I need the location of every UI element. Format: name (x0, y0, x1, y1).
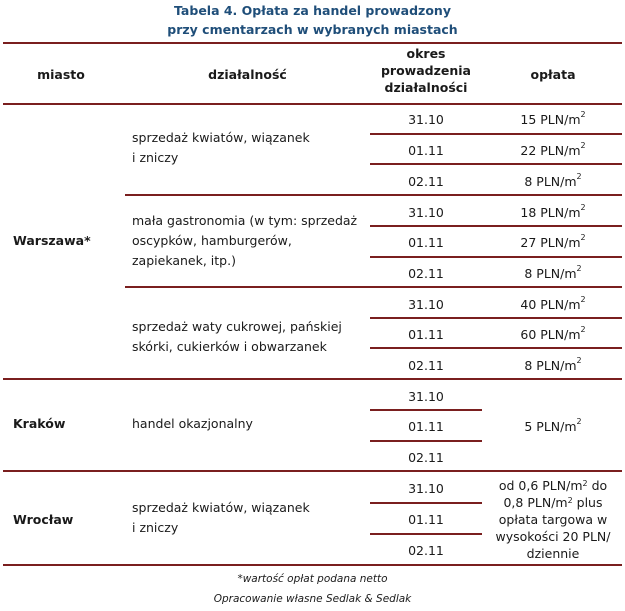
table-title-line2: przy cmentarzach w wybranych miastach (167, 22, 458, 37)
footnote-net: *wartość opłat podana netto (237, 573, 388, 585)
date-cell: 31.10 (408, 389, 444, 404)
activity-line: sprzedaż waty cukrowej, pańskiej (132, 319, 342, 334)
city-rule (3, 378, 622, 380)
row-rule (370, 163, 622, 165)
city-rule (3, 470, 622, 472)
activity-line: skórki, cukierków i obwarzanek (132, 339, 327, 354)
fee-line: opłata targowa w (498, 512, 608, 527)
city-warsaw: Warszawa* (13, 233, 91, 248)
fee-cell: 60 PLN/$m^2$ (520, 325, 586, 342)
table-title-line1: Tabela 4. Opłata za handel prowadzony (174, 3, 451, 18)
row-rule (370, 225, 622, 227)
date-cell: 01.11 (408, 419, 444, 434)
row-rule (370, 409, 482, 411)
header-fee: opłata (530, 67, 576, 82)
row-rule (370, 502, 482, 504)
table-bottom-rule (3, 564, 622, 566)
fee-cell-wroclaw (483, 477, 623, 562)
row-rule (370, 256, 622, 258)
activity-line: sprzedaż kwiatów, wiązanek (132, 500, 310, 515)
group-rule (125, 194, 622, 196)
fee-line: wysokości 20 PLN/ (495, 529, 611, 544)
date-cell: 02.11 (408, 543, 444, 558)
header-period-line3: działalności (384, 80, 468, 95)
activity-warsaw-sweets (132, 317, 342, 357)
activity-line: i zniczy (132, 520, 179, 535)
date-cell: 01.11 (408, 143, 444, 158)
date-cell: 02.11 (408, 450, 444, 465)
date-cell: 02.11 (408, 358, 444, 373)
city-wroclaw: Wrocław (13, 512, 74, 527)
date-cell: 01.11 (408, 235, 444, 250)
fee-cell: 22 PLN/$m^2$ (520, 141, 586, 158)
group-rule (125, 286, 622, 288)
row-rule (370, 133, 622, 135)
fee-cell: 8 PLN/$m^2$ (524, 264, 582, 281)
date-cell: 31.10 (408, 205, 444, 220)
header-city: miasto (37, 67, 85, 82)
row-rule (370, 317, 622, 319)
date-cell: 31.10 (408, 112, 444, 127)
date-cell: 01.11 (408, 327, 444, 342)
date-cell: 02.11 (408, 266, 444, 281)
fee-line: dziennie (526, 546, 580, 561)
fee-line: od 0,6 PLN/$m^2$ do (498, 478, 608, 493)
row-rule (370, 347, 622, 349)
activity-wroclaw-flowers (132, 498, 310, 538)
header-bottom-rule (3, 103, 622, 105)
date-cell: 31.10 (408, 297, 444, 312)
activity-krakow: handel okazjonalny (132, 416, 253, 431)
fee-cell: 18 PLN/$m^2$ (520, 203, 586, 220)
fee-line: 0,8 PLN/$m^2$ plus (503, 495, 603, 510)
row-rule (370, 440, 482, 442)
activity-warsaw-flowers (132, 128, 310, 168)
activity-line: sprzedaż kwiatów, wiązanek (132, 130, 310, 145)
header-top-rule (3, 42, 622, 44)
header-period-line1: okres (406, 46, 446, 61)
city-krakow: Kraków (13, 416, 66, 431)
fee-cell: 8 PLN/$m^2$ (524, 356, 582, 373)
activity-line: zapiekanek, itp.) (132, 253, 236, 268)
date-cell: 01.11 (408, 512, 444, 527)
fee-cell-krakow: 5 PLN/$m^2$ (524, 417, 582, 434)
activity-warsaw-gastronomy (132, 211, 357, 271)
fee-cell: 27 PLN/$m^2$ (520, 233, 586, 250)
activity-line: mała gastronomia (w tym: sprzedaż (132, 213, 358, 228)
date-cell: 31.10 (408, 481, 444, 496)
footnote-source: Opracowanie własne Sedlak & Sedlak (213, 593, 412, 605)
activity-line: i zniczy (132, 150, 179, 165)
fee-cell: 8 PLN/$m^2$ (524, 172, 582, 189)
date-cell: 02.11 (408, 174, 444, 189)
fee-cell: 15 PLN/$m^2$ (520, 110, 586, 127)
row-rule (370, 533, 482, 535)
fee-cell: 40 PLN/$m^2$ (520, 295, 586, 312)
activity-line: oscypków, hamburgerów, (132, 233, 292, 248)
header-period (370, 45, 482, 96)
header-period-line2: prowadzenia (380, 63, 471, 78)
header-activity: działalność (208, 67, 287, 82)
